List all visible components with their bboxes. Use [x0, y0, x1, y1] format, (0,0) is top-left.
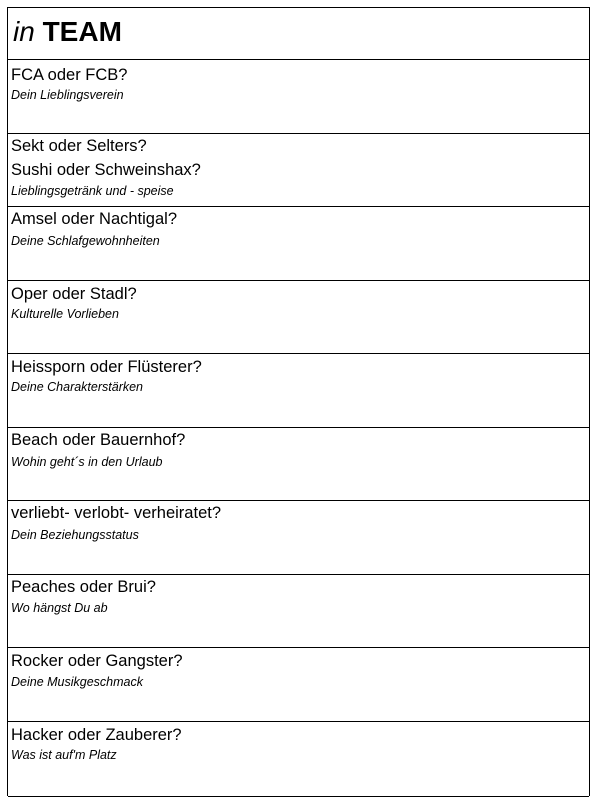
- question-text: verliebt- verlobt- verheiratet?: [11, 504, 222, 522]
- question-hint: Dein Beziehungsstatus: [11, 528, 139, 542]
- question-text: Heissporn oder Flüsterer?: [11, 358, 202, 376]
- question-hint: Wohin geht´s in den Urlaub: [11, 455, 163, 469]
- question-row-7: [8, 501, 589, 575]
- question-text: Peaches oder Brui?: [11, 578, 156, 596]
- question-text: Amsel oder Nachtigal?: [11, 210, 177, 228]
- question-hint: Deine Schlafgewohnheiten: [11, 234, 160, 248]
- question-hint: Dein Lieblingsverein: [11, 88, 124, 102]
- sheet-header: [8, 8, 589, 60]
- question-text: Oper oder Stadl?: [11, 285, 137, 303]
- question-hint: Kulturelle Vorlieben: [11, 307, 119, 321]
- question-text: FCA oder FCB?: [11, 66, 128, 84]
- question-text: Beach oder Bauernhof?: [11, 431, 186, 449]
- question-row-6: [8, 428, 589, 501]
- question-hint: Deine Charakterstärken: [11, 380, 144, 394]
- question-text: Hacker oder Zauberer?: [11, 726, 182, 744]
- question-text-second: Sushi oder Schweinshax?: [11, 161, 201, 179]
- question-hint: Deine Musikgeschmack: [11, 675, 143, 689]
- question-hint: Was ist auf'm Platz: [11, 748, 117, 762]
- title-prefix: in: [13, 16, 35, 47]
- question-hint: Wo hängst Du ab: [11, 601, 108, 615]
- question-row-9: [8, 648, 589, 722]
- question-row-2: [8, 134, 589, 207]
- question-row-1: [8, 60, 589, 134]
- question-row-5: [8, 354, 589, 428]
- question-row-10: [8, 722, 589, 797]
- question-hint: Lieblingsgetränk und - speise: [11, 184, 174, 198]
- questionnaire-sheet: [7, 7, 590, 796]
- page-title: [13, 16, 122, 48]
- question-text: Rocker oder Gangster?: [11, 652, 183, 670]
- question-row-3: [8, 207, 589, 281]
- question-row-8: [8, 575, 589, 648]
- question-text: Sekt oder Selters?: [11, 137, 147, 155]
- title-main: TEAM: [42, 16, 122, 47]
- question-row-4: [8, 281, 589, 354]
